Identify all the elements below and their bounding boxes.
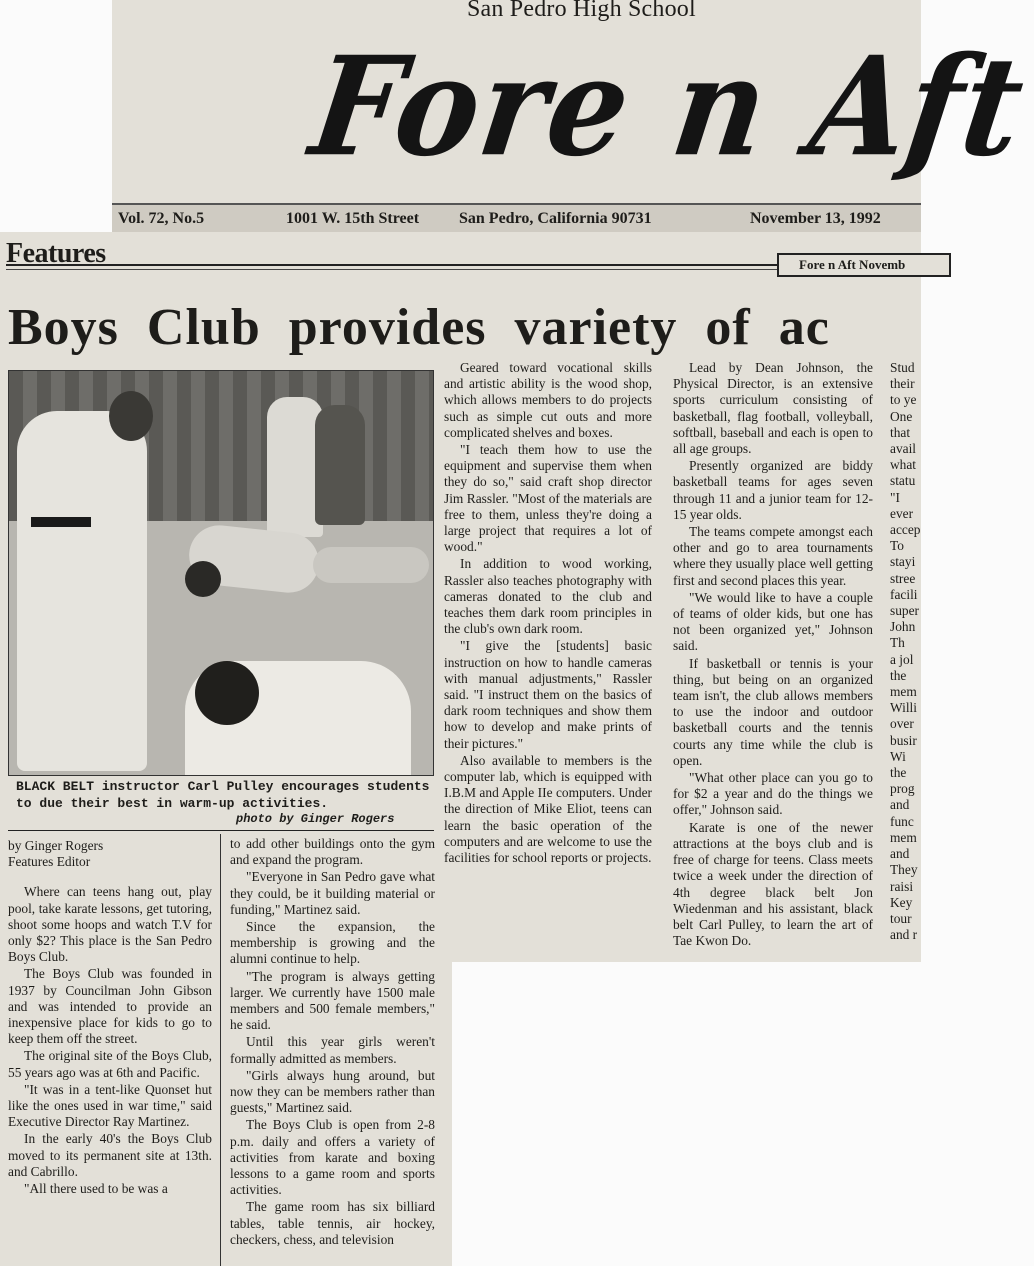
masthead-info-bar [112,203,921,233]
cut-line-fragment: their [890,376,915,392]
paragraph: Where can teens hang out, play pool, take karate lessons, get tutoring, shoot some hoops and watch T.V for only $2? This place is the San Pedro Boys Club. [8,884,212,965]
instructor-head [109,391,153,441]
cut-line-fragment: to ye [890,392,917,408]
article-column-4 [673,360,873,950]
paragraph: In addition to wood working, Rassler also teaches photography with cameras donated to the club and teaches them dark room principles in the club's own dark room. [444,556,652,637]
cut-line-fragment: func [890,813,914,829]
cut-line-fragment: stayi [890,554,916,570]
paragraph: "Everyone in San Pedro gave what they could, be it building material or funding," Martinez said. [230,869,435,917]
cut-line-fragment: Willi [890,700,917,716]
cut-line-fragment: They [890,862,918,878]
headline: Boys Club provides variety of ac [8,299,830,356]
paragraph: The teams compete amongst each other and go to area tournaments where they usually place well getting first and second places this year. [673,524,873,588]
cut-line-fragment: that [890,424,911,440]
cut-line-fragment: mem [890,829,917,845]
paragraph: "I give the [students] basic instruction on how to handle cameras with manual adjustments," Rassler said. "I instruct them on the basics of dark room techniques and show them how to develop and make prints of their pictures." [444,638,652,751]
paragraph: "We would like to have a couple of teams of older kids, but one has not been organized yet," Johnson said. [673,589,873,654]
student-head [185,561,221,597]
paragraph: Since the expansion, the membership is growing and the alumni continue to help. [230,919,435,967]
paragraph: Until this year girls weren't formally admitted as members. [230,1034,435,1066]
photo-caption: BLACK BELT instructor Carl Pulley encourages students to due their best in warm-up activities. [16,779,430,811]
cut-line-fragment: raisi [890,878,914,894]
paragraph: Karate is one of the newer attractions at the boys club and is free of charge for teens. Class meets twice a week under the direction of 4th degree black belt Jon Wiedenman and his assistant, black belt Carl Pulley, to learn the art of Tae Kwon Do. [673,819,873,949]
cut-line-fragment: over [890,716,914,732]
cut-line-fragment: prog [890,781,915,797]
standing-instructor [17,411,147,771]
article-column-1 [8,838,212,1198]
cut-line-fragment: avail [890,441,917,457]
paragraph: "What other place can you go to for $2 a year and do the things we offer," Johnson said. [673,770,873,818]
cut-line-fragment: tour [890,910,912,926]
cut-line-fragment: and [890,846,910,862]
paragraph: The original site of the Boys Club, 55 years ago was at 6th and Pacific. [8,1048,212,1080]
issue-date: November 13, 1992 [750,210,881,227]
caption-rule [8,830,434,831]
cut-line-fragment: Wi [890,748,906,764]
cut-line-fragment: facili [890,586,918,602]
article-column-2 [230,836,435,1249]
volume-number: Vol. 72, No.5 [118,210,205,227]
cut-line-fragment: and [890,797,910,813]
cut-line-fragment: To [890,538,904,554]
byline [8,838,212,870]
paragraph: Presently organized are biddy basketball teams for ages seven through 11 and a junior team for 12-15 year olds. [673,458,873,522]
cut-line-fragment: "I [890,489,900,505]
paragraph: The game room has six billiard tables, table tennis, air hockey, checkers, chess, and television [230,1199,435,1247]
byline-name: by Ginger Rogers [8,838,104,853]
photo-credit: photo by Ginger Rogers [236,812,395,826]
school-name: San Pedro High School [467,0,696,22]
cut-line-fragment: Stud [890,360,915,375]
cut-line-fragment: the [890,667,907,683]
cut-line-fragment: accep [890,522,921,538]
paragraph: "The program is always getting larger. We currently have 1500 male members and 500 female members," he said. [230,968,435,1033]
running-head: Fore n Aft Novemb [777,253,951,277]
paragraph: The Boys Club was founded in 1937 by Councilman John Gibson and was intended to provide an inexpensive place for kids to go to keep them off the street. [8,966,212,1047]
cut-line-fragment: a jol [890,651,914,667]
cut-line-fragment: mem [890,684,917,700]
paragraph: "I teach them how to use the equipment and supervise them when they do so," said craft shop director Jim Rassler. "Most of the materials are free to them, unless they're doing a large project that requires a lot of wood." [444,442,652,555]
cut-line-fragment: ever [890,505,914,521]
cut-line-fragment: stree [890,570,916,586]
paragraph: "All there used to be was a [24,1181,168,1197]
cut-line-fragment: Key [890,894,913,910]
article-column-5-cut [890,360,921,943]
cut-line-fragment: what [890,457,917,473]
paragraph: Lead by Dean Johnson, the Physical Director, is an extensive sports curriculum consisting of basketball, flag football, volleyball, softball, baseball and each is open to all age groups. [673,360,873,457]
black-belt [31,517,91,527]
cut-line-fragment: statu [890,473,916,489]
cut-line-fragment: John [890,619,916,635]
cut-line-fragment: busir [890,732,917,748]
newspaper-logo: Fore n Aft [302,27,1034,188]
column-divider [220,834,221,1266]
section-title: Features [6,238,106,269]
paragraph: In the early 40's the Boys Club moved to its permanent site at 13th. and Cabrillo. [8,1131,212,1179]
byline-title: Features Editor [8,854,91,870]
paragraph: "Girls always hung around, but now they can be members rather than guests," Martinez said. [230,1067,435,1116]
city-address: San Pedro, California 90731 [459,210,652,227]
masthead [112,0,1034,232]
karate-photo [8,370,434,776]
student-lying [313,547,429,583]
cut-line-fragment: super [890,603,920,619]
paragraph: "It was in a tent-like Quonset hut like the ones used in war time," said Executive Director Ray Martinez. [8,1081,212,1130]
paragraph: If basketball or tennis is your thing, but being on an organized team isn't, the club allows members to use the indoor and outdoor basketball courts and the tennis courts any time while the club is open. [673,655,873,768]
foreground-student-head [195,661,259,725]
article-column-3 [444,360,652,867]
paragraph: Geared toward vocational skills and artistic ability is the wood shop, which allows members to do projects such as simple cut outs and more complicated shelves and boxes. [444,360,652,440]
background-person [315,405,365,525]
paragraph: Also available to members is the computer lab, which is equipped with I.B.M and Apple IIe computers. Under the direction of Mike Eliot, teens can learn the basic operation of the computers and are welcome to use the facilities for school reports or projects. [444,752,652,866]
paragraph: The Boys Club is open from 2-8 p.m. daily and offers a variety of activities from karate and boxing lessons to a game room and sports activities. [230,1117,435,1198]
cut-line-fragment: and r [890,927,918,943]
street-address: 1001 W. 15th Street [286,210,420,227]
cut-line-fragment: the [890,765,907,781]
paragraph: to add other buildings onto the gym and expand the program. [230,836,435,868]
cut-line-fragment: Th [890,635,905,651]
cut-line-fragment: One [890,408,913,424]
